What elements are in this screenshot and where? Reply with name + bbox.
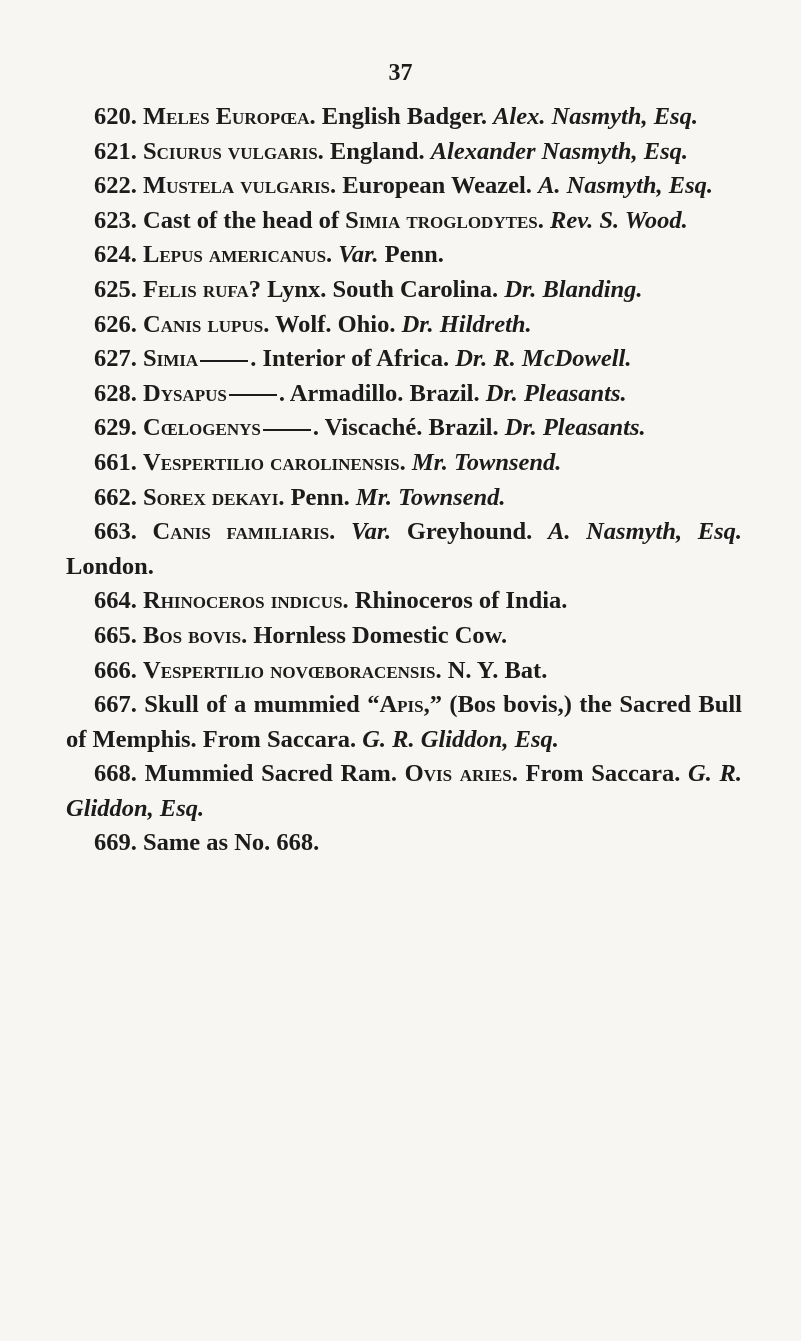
entry-number: 620. [94,103,137,130]
scientific-name: Lepus americanus [143,241,327,269]
collector-name: A. Nasmyth, Esq. [547,518,742,546]
entry-text: . [329,518,351,546]
entry-text: ,” (Bos bovis,) the Sacred Bull of Memphis. From Saccara. [66,691,742,753]
scientific-name: Sciurus vulgaris [143,137,318,165]
collector-name: Dr. Hildreth. [401,310,532,338]
entry-text: . European Weazel. [330,172,539,200]
catalogue-entry [66,654,742,689]
entry-text: . English Badger. [309,103,494,130]
collector-name: Dr. Blanding. [504,275,643,303]
catalogue-entry [66,238,742,273]
scientific-name: Bos bovis [143,621,242,649]
entry-text: . Rhinoceros of India. [342,587,568,615]
page-number: 37 [388,60,413,86]
collector-name: Dr. R. McDowell. [455,345,632,373]
entry-text: Same as No. 668. [143,829,320,857]
catalogue-entry [66,204,742,239]
blank-dash [263,429,311,431]
entry-text: ? Lynx. South Carolina. [248,275,505,303]
entry-text: . Armadillo. Brazil. [278,379,486,407]
entry-number: 669. [94,829,137,857]
catalogue-entry [66,515,742,584]
scientific-name: Dysapus [143,379,227,407]
entry-number: 622. [94,172,137,200]
entry-number: 665. [94,621,137,649]
scientific-name: Canis familiaris [152,518,330,546]
entry-text: . Wolf. Ohio. [263,310,402,338]
scientific-name: Vespertilio novœboracensis [143,656,436,684]
entry-number: 666. [94,656,137,684]
scientific-name: Ovis aries [404,760,512,788]
catalogue-entry [66,688,742,757]
entry-text: . England. [317,137,431,165]
entry-number: 664. [94,587,137,615]
catalogue-entry [66,100,742,135]
entry-text: . N. Y. Bat. [435,656,548,684]
collector-name: Rev. S. Wood. [550,206,688,234]
entry-text: . Penn. [278,483,356,511]
entry-number: 667. [94,691,137,719]
variety-label: Var. [350,518,392,546]
catalogue-entry [66,446,742,481]
blank-dash [229,394,277,396]
catalogue-entry [66,619,742,654]
catalogue-entry [66,584,742,619]
catalogue-entry [66,481,742,516]
catalogue-entry [66,169,742,204]
entry-text: . [537,206,550,234]
catalogue-entry [66,342,742,377]
entry-text: London. [66,552,154,580]
scientific-name: Mustela vulgaris [143,172,331,200]
catalogue-entry [66,757,742,826]
collector-name: Dr. Pleasants. [504,414,646,442]
entry-number: 626. [94,310,137,338]
scientific-name: Rhinoceros indicus [143,587,343,615]
scientific-name: Sorex dekayi [143,483,279,511]
entry-text: . Hornless Domestic Cow. [241,621,508,649]
scientific-name: Cœlogenys [143,414,261,442]
catalogue-entry [66,411,742,446]
entry-text: Mummied Sacred Ram. [144,760,405,788]
entry-number: 627. [94,345,137,373]
collector-name: Mr. Townsend. [355,483,506,511]
scientific-name: Apis [379,691,424,719]
collector-name: G. R. Gliddon, Esq. [362,725,559,753]
catalogue-entry [66,308,742,343]
entry-number: 629. [94,414,137,442]
scientific-name: Canis lupus [143,310,264,338]
entry-text: . From Saccara. [511,760,689,788]
blank-dash [200,360,248,362]
scientific-name: Vespertilio carolinensis [143,448,400,476]
collector-name: Dr. Pleasants. [485,379,627,407]
collector-name: Alexander Nasmyth, Esq. [430,137,688,165]
entry-number: 662. [94,483,137,511]
collector-name: A. Nasmyth, Esq. [538,172,713,200]
entry-text: Penn. [378,241,444,269]
catalogue-entry [66,273,742,308]
entry-number: 624. [94,241,137,269]
entry-text: Cast of the head of [143,206,346,234]
catalogue-entries [66,100,742,861]
entry-number: 668. [94,760,137,788]
entry-number: 623. [94,206,137,234]
entry-text: Greyhound. [391,518,548,546]
collector-name: Alex. Nasmyth, Esq. [493,103,698,130]
entry-text: . [399,448,412,476]
scientific-name: Simia troglodytes [345,206,538,234]
catalogue-entry [66,377,742,412]
entry-number: 625. [94,275,137,303]
collector-name: Mr. Townsend. [411,448,562,476]
scientific-name: Felis rufa [143,275,249,303]
entry-text: Skull of a mummied “ [144,691,380,719]
scientific-name: Meles Europœa [143,103,310,130]
entry-number: 661. [94,448,137,476]
entry-text: . [326,241,339,269]
entry-number: 663. [94,518,137,546]
entry-number: 628. [94,379,137,407]
collector-name: G. R. Gliddon, Esq. [66,760,742,822]
scientific-name: Simia [143,345,199,373]
entry-text: . Interior of Africa. [250,345,456,373]
catalogue-entry [66,135,742,170]
entry-number: 621. [94,137,137,165]
catalogue-entry [66,826,742,861]
entry-text: . Viscaché. Brazil. [312,414,505,442]
variety-label: Var. [338,241,379,269]
